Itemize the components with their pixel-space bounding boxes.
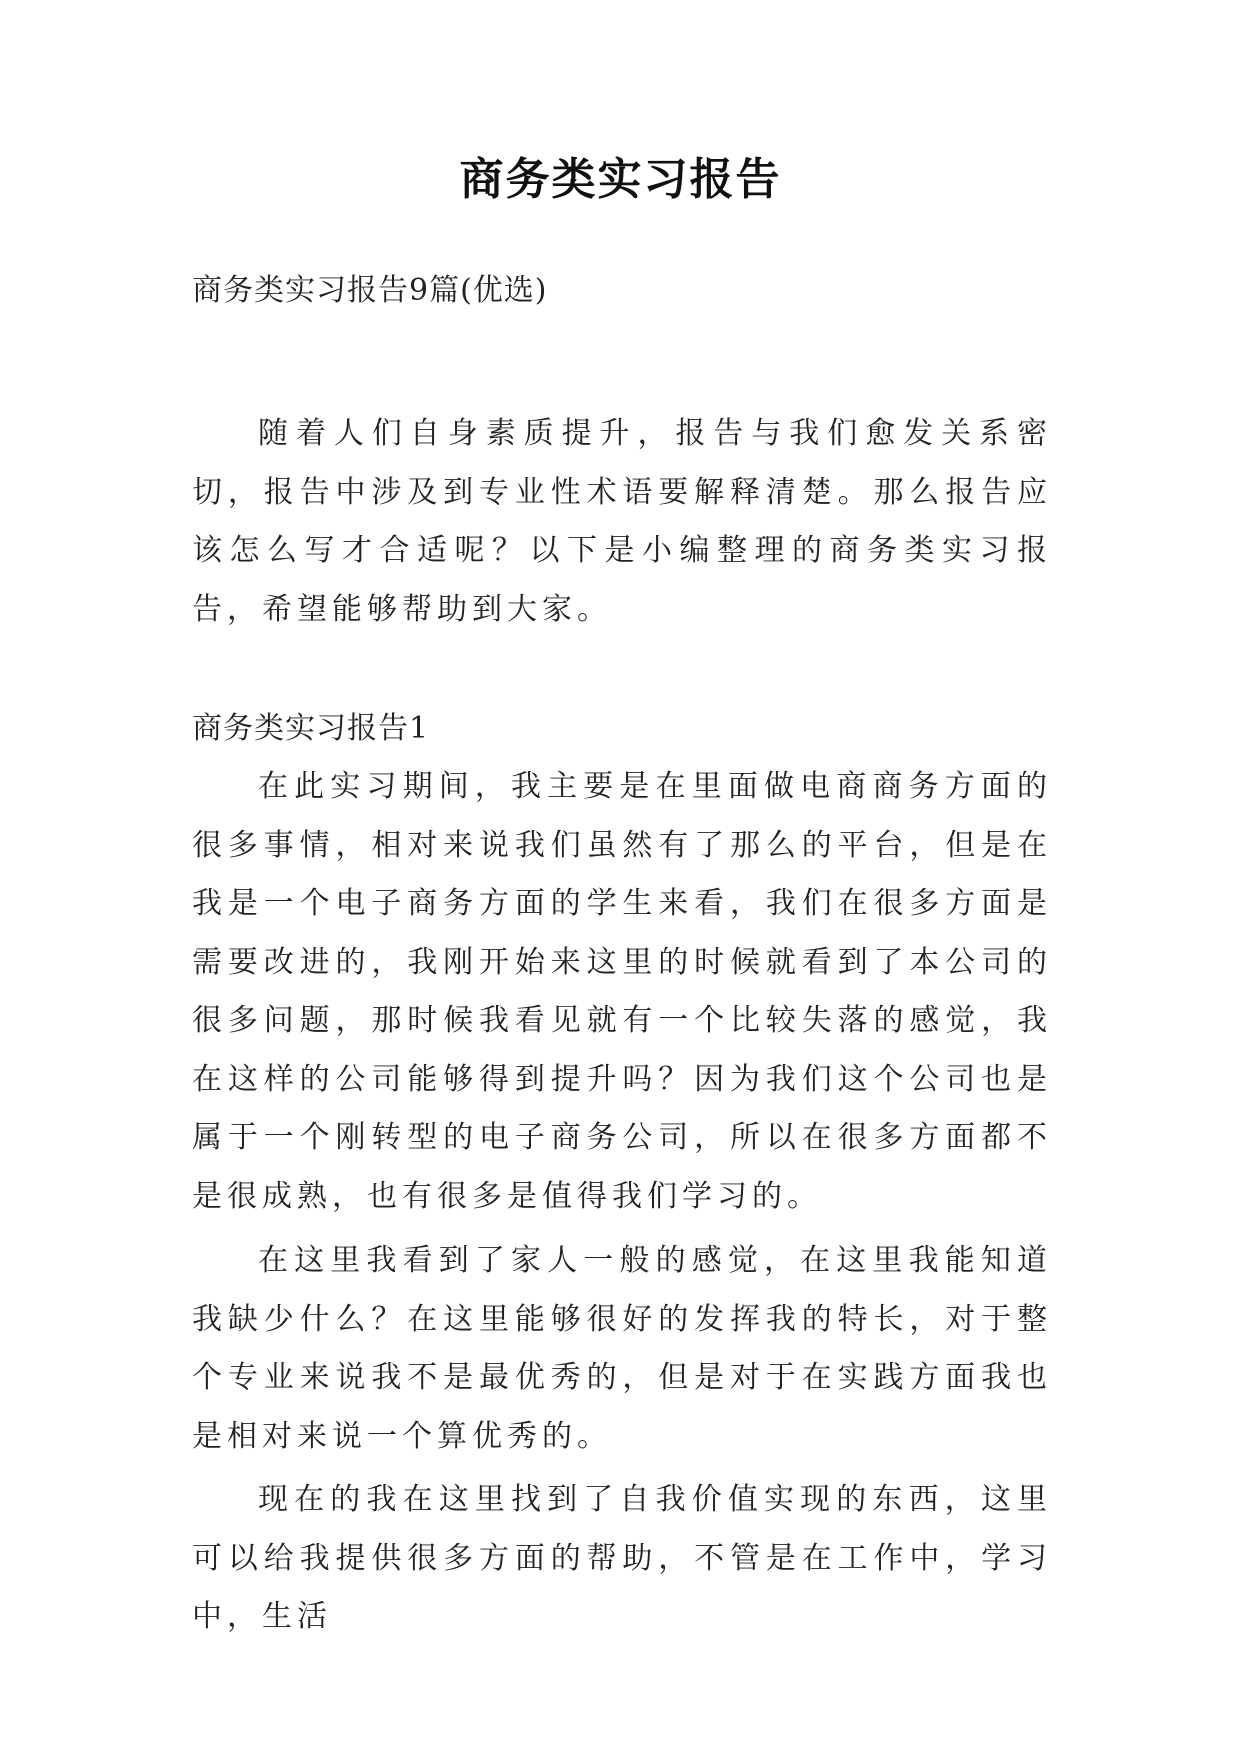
body-paragraph-1: 在此实习期间，我主要是在里面做电商商务方面的很多事情，相对来说我们虽然有了那么的平台，但是在我是一个电子商务方面的学生来看，我们在很多方面是需要改进的，我刚开始来这里的时候就看到了本公司的很多问题，那时候我看见就有一个比较失落的感觉，我在这样的公司能够得到提升吗？因为我们这个公司也是属于一个刚转型的电子商务公司，所以在很多方面都不是很成熟，也有很多是值得我们学习的。 (192, 769, 1052, 1214)
intro-paragraph: 随着人们自身素质提升，报告与我们愈发关系密切，报告中涉及到专业性术语要解释清楚。那么报告应该怎么写才合适呢？以下是小编整理的商务类实习报告，希望能够帮助到大家。 (192, 416, 1052, 627)
body-paragraph-3: 现在的我在这里找到了自我价值实现的东西，这里可以给我提供很多方面的帮助，不管是在工作中，学习中，生活 (192, 1482, 1052, 1634)
body-paragraph-2: 在这里我看到了家人一般的感觉，在这里我能知道我缺少什么？在这里能够很好的发挥我的特长，对于整个专业来说我不是最优秀的，但是对于在实践方面我也是相对来说一个算优秀的。 (192, 1243, 1052, 1454)
section-heading: 商务类实习报告1 (192, 711, 430, 746)
document-subtitle: 商务类实习报告9篇(优选) (192, 273, 548, 308)
document-title: 商务类实习报告 (459, 154, 782, 205)
